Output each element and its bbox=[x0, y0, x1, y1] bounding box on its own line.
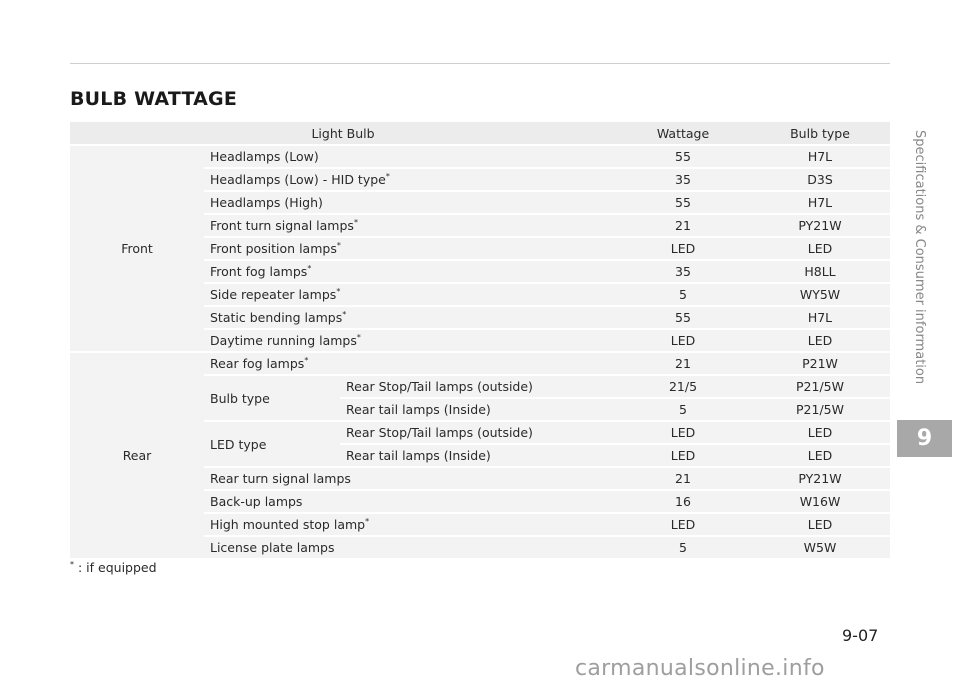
subgroup-bulb-type: Bulb type bbox=[204, 376, 340, 422]
wattage-cell: 21 bbox=[616, 468, 750, 491]
bulb-name: High mounted stop lamp* bbox=[204, 514, 616, 537]
bulb-name: Front position lamps* bbox=[204, 238, 616, 261]
bulb-type-cell: PY21W bbox=[750, 215, 890, 238]
bulb-name: Static bending lamps* bbox=[204, 307, 616, 330]
bulb-name: Front turn signal lamps* bbox=[204, 215, 616, 238]
bulb-type-cell: H7L bbox=[750, 307, 890, 330]
bulb-type-cell: PY21W bbox=[750, 468, 890, 491]
footnote: * : if equipped bbox=[70, 559, 157, 575]
table-row bbox=[70, 146, 890, 169]
wattage-cell: 21 bbox=[616, 215, 750, 238]
wattage-cell: LED bbox=[616, 445, 750, 468]
header-bulb-type: Bulb type bbox=[750, 122, 890, 146]
wattage-cell: LED bbox=[616, 330, 750, 353]
bulb-type-cell: LED bbox=[750, 330, 890, 353]
bulb-type-cell: P21/5W bbox=[750, 399, 890, 422]
group-rear: Rear bbox=[70, 353, 204, 560]
bulb-type-cell: W5W bbox=[750, 537, 890, 560]
bulb-name: Rear tail lamps (Inside) bbox=[340, 445, 616, 468]
bulb-type-cell: LED bbox=[750, 238, 890, 261]
bulb-type-cell: H8LL bbox=[750, 261, 890, 284]
header-wattage: Wattage bbox=[616, 122, 750, 146]
bulb-type-cell: H7L bbox=[750, 146, 890, 169]
header-light-bulb: Light Bulb bbox=[70, 122, 616, 146]
bulb-wattage-table bbox=[70, 122, 890, 560]
table-row bbox=[70, 353, 890, 376]
wattage-cell: 55 bbox=[616, 192, 750, 215]
watermark: carmanualsonline.info bbox=[575, 656, 825, 681]
bulb-type-cell: LED bbox=[750, 422, 890, 445]
bulb-type-cell: LED bbox=[750, 514, 890, 537]
table-header-row bbox=[70, 122, 890, 146]
section-title: BULB WATTAGE bbox=[70, 88, 238, 110]
bulb-type-cell: H7L bbox=[750, 192, 890, 215]
chapter-tab[interactable]: 9 bbox=[897, 420, 952, 457]
bulb-type-cell: P21/5W bbox=[750, 376, 890, 399]
wattage-cell: 16 bbox=[616, 491, 750, 514]
bulb-name: Headlamps (High) bbox=[204, 192, 616, 215]
wattage-cell: LED bbox=[616, 514, 750, 537]
bulb-name: Headlamps (Low) bbox=[204, 146, 616, 169]
wattage-cell: 55 bbox=[616, 146, 750, 169]
wattage-cell: LED bbox=[616, 422, 750, 445]
wattage-cell: 21/5 bbox=[616, 376, 750, 399]
bulb-name: Side repeater lamps* bbox=[204, 284, 616, 307]
bulb-type-cell: D3S bbox=[750, 169, 890, 192]
bulb-type-cell: WY5W bbox=[750, 284, 890, 307]
chapter-side-label: Specifications & Consumer information bbox=[912, 130, 927, 385]
bulb-name: Daytime running lamps* bbox=[204, 330, 616, 353]
bulb-name: Rear fog lamps* bbox=[204, 353, 616, 376]
bulb-type-cell: P21W bbox=[750, 353, 890, 376]
wattage-cell: 35 bbox=[616, 261, 750, 284]
bulb-type-cell: W16W bbox=[750, 491, 890, 514]
subgroup-led-type: LED type bbox=[204, 422, 340, 468]
bulb-name: Rear turn signal lamps bbox=[204, 468, 616, 491]
bulb-type-cell: LED bbox=[750, 445, 890, 468]
bulb-name: Rear Stop/Tail lamps (outside) bbox=[340, 376, 616, 399]
wattage-cell: LED bbox=[616, 238, 750, 261]
wattage-cell: 5 bbox=[616, 537, 750, 560]
bulb-name: Front fog lamps* bbox=[204, 261, 616, 284]
bulb-name: Headlamps (Low) - HID type* bbox=[204, 169, 616, 192]
bulb-name: Rear tail lamps (Inside) bbox=[340, 399, 616, 422]
bulb-name: License plate lamps bbox=[204, 537, 616, 560]
page-number: 9-07 bbox=[842, 626, 879, 645]
wattage-cell: 35 bbox=[616, 169, 750, 192]
wattage-cell: 21 bbox=[616, 353, 750, 376]
bulb-name: Rear Stop/Tail lamps (outside) bbox=[340, 422, 616, 445]
top-divider bbox=[70, 63, 890, 64]
wattage-cell: 55 bbox=[616, 307, 750, 330]
wattage-cell: 5 bbox=[616, 284, 750, 307]
wattage-cell: 5 bbox=[616, 399, 750, 422]
bulb-name: Back-up lamps bbox=[204, 491, 616, 514]
group-front: Front bbox=[70, 146, 204, 353]
